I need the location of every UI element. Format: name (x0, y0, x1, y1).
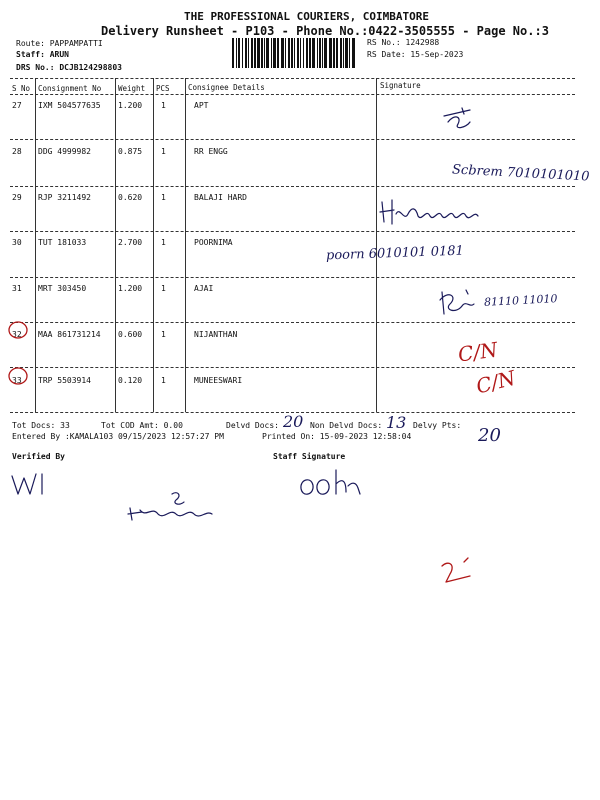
runsheet-title: Delivery Runsheet - P103 - Phone No.:0422-3505555 - Page No.:3 (101, 24, 549, 38)
cell-weight: 1.200 (118, 101, 143, 110)
red-circle-mark (9, 368, 27, 384)
col-header-sno: S No (12, 84, 31, 93)
handwritten-non-delivered-count: 13 (386, 413, 407, 432)
barcode-bar (319, 38, 321, 68)
delivered-docs-label: Delvd Docs: (226, 421, 279, 430)
cell-weight: 0.600 (118, 330, 143, 339)
row-rule (10, 139, 575, 140)
barcode-bar (340, 38, 342, 68)
cell-consignee: AJAI (194, 284, 214, 293)
barcode-bar (273, 38, 276, 68)
barcode-bar (261, 38, 263, 68)
barcode-bar (352, 38, 355, 68)
staff-signature (296, 466, 366, 500)
total-cod-amount: Tot COD Amt: 0.00 (101, 421, 183, 430)
cell-consignee: POORNIMA (194, 238, 233, 247)
row-rule (10, 277, 575, 278)
barcode-bar (236, 38, 237, 68)
cell-weight: 1.200 (118, 284, 143, 293)
red-checkmark (438, 556, 478, 586)
barcode-bar (245, 38, 247, 68)
barcode-bar (303, 38, 304, 68)
barcode-bar (345, 38, 348, 68)
cell-sno: 32 (12, 330, 22, 339)
cell-pcs: 1 (161, 147, 166, 156)
barcode-bar (288, 38, 290, 68)
handwritten-signature: poorn 6010101 0181 (325, 243, 465, 264)
staff-signature-label: Staff Signature (273, 452, 346, 461)
cell-pcs: 1 (161, 101, 166, 110)
barcode-bar (238, 38, 240, 68)
cell-consignee: RR ENGG (194, 147, 228, 156)
red-cn-mark: C/N (473, 365, 518, 399)
cell-consignment: IXM 504577635 (38, 101, 101, 110)
rs-date: RS Date: 15-Sep-2023 (367, 50, 464, 59)
verified-by-label: Verified By (12, 452, 65, 461)
barcode-bar (266, 38, 269, 68)
barcode-bar (281, 38, 284, 68)
cell-consignee: APT (194, 101, 209, 110)
col-header-weight: Weight (118, 84, 146, 93)
barcode-bar (324, 38, 327, 68)
verified-by-signature (8, 468, 58, 498)
cell-weight: 0.875 (118, 147, 143, 156)
barcode-bar (242, 38, 243, 68)
cell-consignee: BALAJI HARD (194, 193, 247, 202)
col-header-consignee: Consignee Details (188, 83, 265, 92)
cell-pcs: 1 (161, 193, 166, 202)
barcode-bar (294, 38, 295, 68)
cell-consignment: TUT 181033 (38, 238, 87, 247)
cell-pcs: 1 (161, 376, 166, 385)
delivery-points-label: Delvy Pts: (413, 421, 462, 430)
company-name: THE PROFESSIONAL COURIERS, COIMBATORE (184, 10, 430, 23)
barcode-bar (297, 38, 299, 68)
barcode-bar (317, 38, 318, 68)
col-header-consignment: Consignment No (38, 84, 102, 93)
col-header-pcs: PCS (156, 84, 170, 93)
route-info: Route: PAPPAMPATTI (16, 39, 103, 48)
barcode-bar (343, 38, 344, 68)
row-rule (10, 367, 575, 368)
barcode-bar (232, 38, 234, 68)
col-divider (153, 78, 154, 412)
rs-number: RS No.: 1242988 (367, 38, 440, 47)
red-circle-marks (4, 318, 34, 390)
cell-weight: 0.120 (118, 376, 143, 385)
cell-weight: 2.700 (118, 238, 143, 247)
cell-sno: 28 (12, 147, 22, 156)
col-divider (376, 78, 377, 412)
cell-consignment: MRT 303450 (38, 284, 87, 293)
barcode-bar (306, 38, 308, 68)
cell-sno: 29 (12, 193, 22, 202)
cell-consignment: TRP 5503914 (38, 376, 91, 385)
row-rule (10, 231, 575, 232)
verifier-initials-signature (126, 486, 226, 526)
handwritten-signature: Scbrem 7010101010 (451, 162, 590, 185)
printed-on: Printed On: 15-09-2023 12:58:04 (262, 432, 412, 441)
cell-sno: 30 (12, 238, 22, 247)
barcode-bar (254, 38, 256, 68)
row-rule (10, 186, 575, 187)
handwritten-delivery-points: 20 (478, 425, 501, 446)
barcode-bar (309, 38, 311, 68)
table-top-rule (10, 78, 575, 79)
barcode-bar (329, 38, 332, 68)
barcode-bar (251, 38, 253, 68)
barcode-bar (291, 38, 293, 68)
col-divider (185, 78, 186, 412)
barcode-bar (264, 38, 265, 68)
cell-sno: 31 (12, 284, 22, 293)
col-divider (115, 78, 116, 412)
cell-consignment: RJP 3211492 (38, 193, 91, 202)
signature-row-29 (378, 196, 498, 230)
barcode-bar (333, 38, 335, 68)
red-cn-mark: C/N (456, 337, 500, 367)
col-header-signature: Signature (380, 81, 421, 90)
barcode-bar (277, 38, 279, 68)
drs-number: DRS No.: DCJB124298803 (16, 63, 122, 72)
cell-pcs: 1 (161, 330, 166, 339)
handwritten-delivered-count: 20 (283, 412, 304, 431)
staff-info: Staff: ARUN (16, 50, 69, 59)
barcode-bar (271, 38, 272, 68)
barcode-image (232, 38, 358, 68)
barcode-bar (336, 38, 338, 68)
signature-row-27 (440, 104, 480, 134)
barcode-bar (312, 38, 315, 68)
cell-consignment: MAA 861731214 (38, 330, 101, 339)
cell-weight: 0.620 (118, 193, 143, 202)
col-divider (35, 78, 36, 412)
signature-scribble-row-31 (436, 286, 480, 320)
cell-pcs: 1 (161, 284, 166, 293)
cell-sno: 27 (12, 101, 22, 110)
cell-pcs: 1 (161, 238, 166, 247)
cell-consignment: DDG 4999982 (38, 147, 91, 156)
cell-consignee: NIJANTHAN (194, 330, 238, 339)
barcode-bar (248, 38, 249, 68)
barcode-bar (349, 38, 350, 68)
barcode-bar (257, 38, 260, 68)
header-rule (10, 94, 575, 95)
cell-consignee: MUNEESWARI (194, 376, 243, 385)
row-rule (10, 322, 575, 323)
barcode-bar (322, 38, 323, 68)
barcode-bar (300, 38, 301, 68)
barcode-bar (285, 38, 286, 68)
non-delivered-docs-label: Non Delvd Docs: (310, 421, 383, 430)
handwritten-signature: 81110 11010 (483, 292, 558, 309)
entered-by: Entered By :KAMALA103 09/15/2023 12:57:27 PM (12, 432, 224, 441)
cell-sno: 33 (12, 376, 22, 385)
total-docs: Tot Docs: 33 (12, 421, 70, 430)
red-circle-mark (9, 322, 27, 338)
